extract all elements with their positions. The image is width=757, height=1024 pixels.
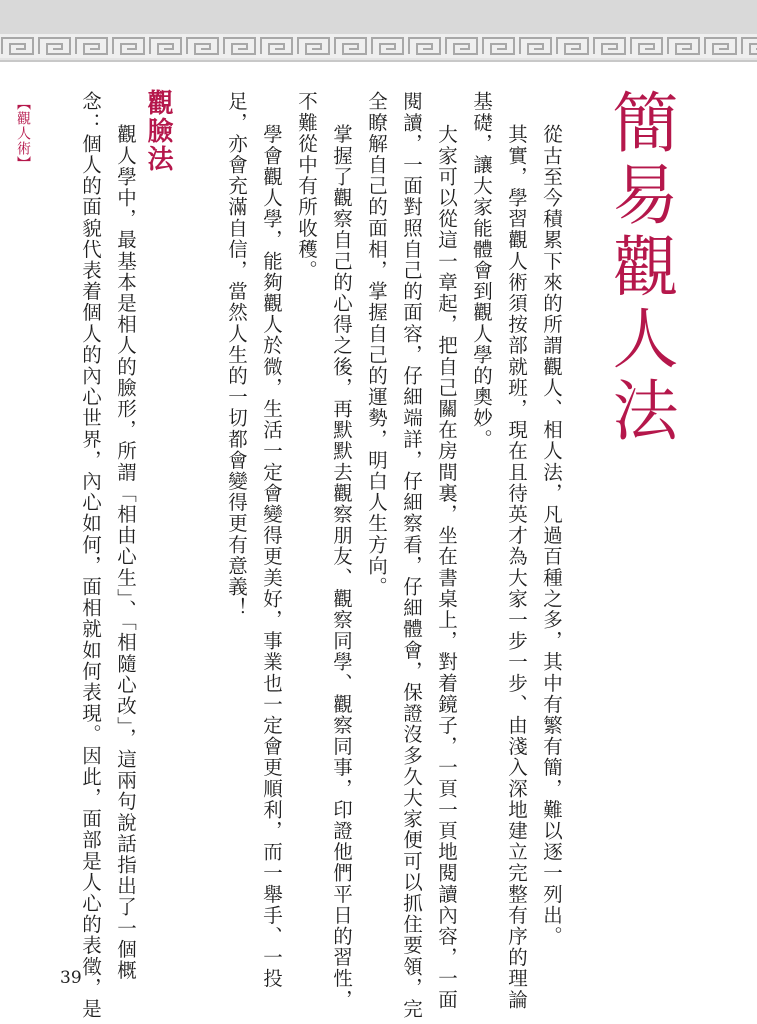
paragraph-line: 不難從中有所收穫。 xyxy=(295,91,318,281)
greek-key-border xyxy=(0,34,757,58)
paragraph-line: 掌握了觀察自己的心得之後，再默默去觀察朋友、觀察同學、觀察同事，印證他們平日的習性， xyxy=(330,124,353,1011)
paragraph-line: 閱讀，一面對照自己的面容，仔細端詳，仔細察看，仔細體會，保證沒多久大家便可以抓住要領，完 xyxy=(400,91,423,1020)
paragraph-line: 其實，學習觀人術須按部就班，現在且待英才為大家一步一步、由淺入深地建立完整有序的理論 xyxy=(505,124,528,1011)
paragraph-line: 學會觀人學，能夠觀人於微，生活一定會變得更美好，事業也一定會更順利，而一舉手、一投 xyxy=(260,124,283,990)
paragraph-line: 基礎，讓大家能體會到觀人學的奧妙。 xyxy=(470,91,493,450)
page-number: 39 xyxy=(60,968,82,988)
header-shade xyxy=(0,0,757,34)
paragraph-line: 從古至今積累下來的所謂觀人、相人法，凡過百種之多，其中有繁有簡，難以逐一列出。 xyxy=(540,124,563,947)
header-rule xyxy=(0,60,757,62)
greek-key-pattern xyxy=(0,34,757,58)
paragraph-line: 觀人學中，最基本是相人的臉形，所謂「相由心生」、「相隨心改」，這兩句說話指出了一個概 xyxy=(114,124,137,981)
paragraph-line: 念：個人的面貌代表着個人的內心世界，內心如何，面相就如何表現。因此，面部是人心的表徵，是 xyxy=(79,91,102,1020)
header-band xyxy=(0,0,757,62)
section-heading: 觀臉法 xyxy=(143,89,173,173)
chapter-side-tag: 【觀人術】 xyxy=(15,96,31,171)
paragraph-line: 全瞭解自己的面相，掌握自己的運勢，明白人生方向。 xyxy=(365,91,388,598)
paragraph-line: 足，亦會充滿自信，當然人生的一切都會變得更有意義！ xyxy=(225,91,248,619)
paragraph-line: 大家可以從這一章起，把自己關在房間裏，坐在書桌上，對着鏡子，一頁一頁地閱讀內容，一面 xyxy=(435,124,458,1011)
page-title: 簡易觀人法 xyxy=(601,88,678,448)
